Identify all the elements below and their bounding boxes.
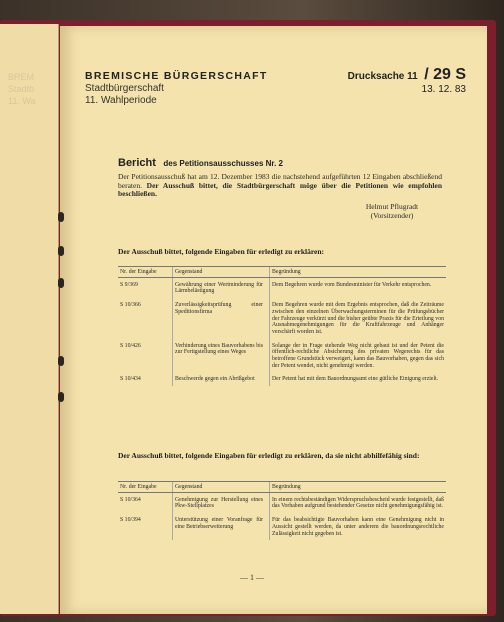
petition-subject: Zuverlässigkeitsprüfung einer Speditionsfirma	[173, 298, 270, 339]
table-row	[118, 372, 446, 386]
punch-hole	[58, 392, 64, 402]
report-title-main: Bericht	[118, 157, 156, 169]
page-number: — 1 —	[240, 573, 264, 582]
left-page-ghost-text: Stadtb	[8, 84, 35, 94]
table-row	[118, 298, 446, 339]
petition-number: S 10/394	[120, 517, 141, 524]
section2-table	[118, 481, 446, 540]
left-page-ghost-text: 11. Wa	[8, 96, 36, 106]
table-row	[118, 339, 446, 373]
intro-request: Der Ausschuß bittet, die Stadtbürgerschaft möge über die Petitionen wie empfohlen beschließen.	[118, 180, 443, 199]
signature-block	[340, 203, 444, 220]
petition-reason: Dem Begehren wurde mit dem Ergebnis entsprochen, daß die Zeiträume zwischen den einzelnen Überwachungsterminen für die Prüfungsbücher der Fahrzeuge verkürzt und die bisher geübte Praxis für die Erteilung von Ausnahmegenehmigungen für die Kraftfahrzeuge und Anhänger verschärft worden ist.	[270, 298, 447, 339]
petition-reason: Für das beabsichtigte Bauvorhaben kann eine Genehmigung nicht in Aussicht gestellt werden, da unter anderem die bauordnungsrechtliche Zulässigkeit nicht gegeben ist.	[270, 513, 447, 540]
petition-subject: Beschwerde gegen ein Abrißgebot	[173, 372, 270, 386]
column-header: Gegenstand	[173, 267, 270, 278]
section1-heading: Der Ausschuß bittet, folgende Eingaben für erledigt zu erklären:	[118, 247, 325, 256]
left-page-ghost-text: BREM	[8, 72, 35, 82]
column-header: Begründung	[270, 482, 447, 493]
petition-subject: Verhinderung eines Bauvorhabens bis zur Fertigstellung eines Weges	[173, 339, 270, 373]
organization-name: BREMISCHE BÜRGERSCHAFT	[85, 70, 268, 82]
petition-reason: Solange der in Frage stehende Weg nicht gebaut ist und der Petent die öffentlich-rechtliche Absicherung des privaten Wegerechts für das betroffene Grundstück verweigert, kann das Bauvorhaben, gegen das sich der Petent wendet, nicht genehmigt werden.	[270, 339, 447, 373]
table-header-row	[118, 482, 446, 493]
left-page	[0, 24, 59, 614]
table-row	[118, 277, 446, 298]
report-title-sub: des Petitionsausschusses Nr. 2	[163, 159, 283, 168]
punch-hole	[58, 356, 64, 366]
petition-subject: Genehmigung zur Herstellung eines Pkw-Stellplatzes	[173, 492, 270, 513]
table-row	[118, 492, 446, 513]
petition-number: S 10/434	[120, 376, 141, 383]
table-row	[118, 513, 446, 540]
intro-text: Der Petitionsausschuß hat am 12. Dezember 1983 die nachstehend aufgeführten 12 Eingaben abschließend beraten.	[118, 172, 442, 190]
punch-hole	[58, 246, 64, 256]
drucksache-number: / 29 S	[424, 66, 466, 83]
document-number-block	[348, 66, 466, 95]
petition-number: S 9/369	[120, 281, 138, 288]
table-header-row	[118, 267, 446, 278]
column-header: Nr. der Eingabe	[118, 267, 173, 278]
punch-hole	[58, 212, 64, 222]
intro-paragraph	[118, 173, 442, 199]
punch-hole	[58, 278, 64, 288]
petition-reason: Dem Begehren wurde vom Bundesminister für Verkehr entsprochen.	[270, 277, 447, 298]
signer-role: (Vorsitzender)	[370, 210, 414, 220]
letterhead	[85, 70, 268, 106]
signer-name: Helmut Pflugradt	[365, 202, 419, 211]
petition-number: S 10/426	[120, 342, 141, 349]
petition-number: S 10/364	[120, 496, 141, 503]
column-header: Nr. der Eingabe	[118, 482, 173, 493]
petition-reason: Der Petent hat mit dem Bauordnungsamt eine gütliche Einigung erzielt.	[270, 372, 447, 386]
petition-subject: Unterstützung einer Voranfrage für eine Betriebserweiterung	[173, 513, 270, 540]
column-header: Gegenstand	[173, 482, 270, 493]
drucksache-label: Drucksache 11	[347, 71, 418, 82]
document-date: 13. 12. 83	[421, 84, 466, 95]
petition-number: S 10/366	[120, 302, 141, 309]
chamber-name: Stadtbürgerschaft	[85, 83, 164, 94]
petition-reason: In einem rechtsbeständigen Widerspruchsbescheid wurde festgestellt, daß das Vorhaben aufgrund bestehender Gesetze nicht genehmigungsfähig ist.	[270, 492, 447, 513]
legislative-period: 11. Wahlperiode	[85, 95, 157, 106]
column-header: Begründung	[270, 267, 447, 278]
report-title	[118, 153, 283, 171]
section1-table	[118, 266, 446, 386]
section2-heading: Der Ausschuß bittet, folgende Eingaben für erledigt zu erklären, da sie nicht abhilfefähig sind:	[118, 451, 420, 460]
petition-subject: Gewährung einer Wertminderung für Lärmbelästigung	[173, 277, 270, 298]
